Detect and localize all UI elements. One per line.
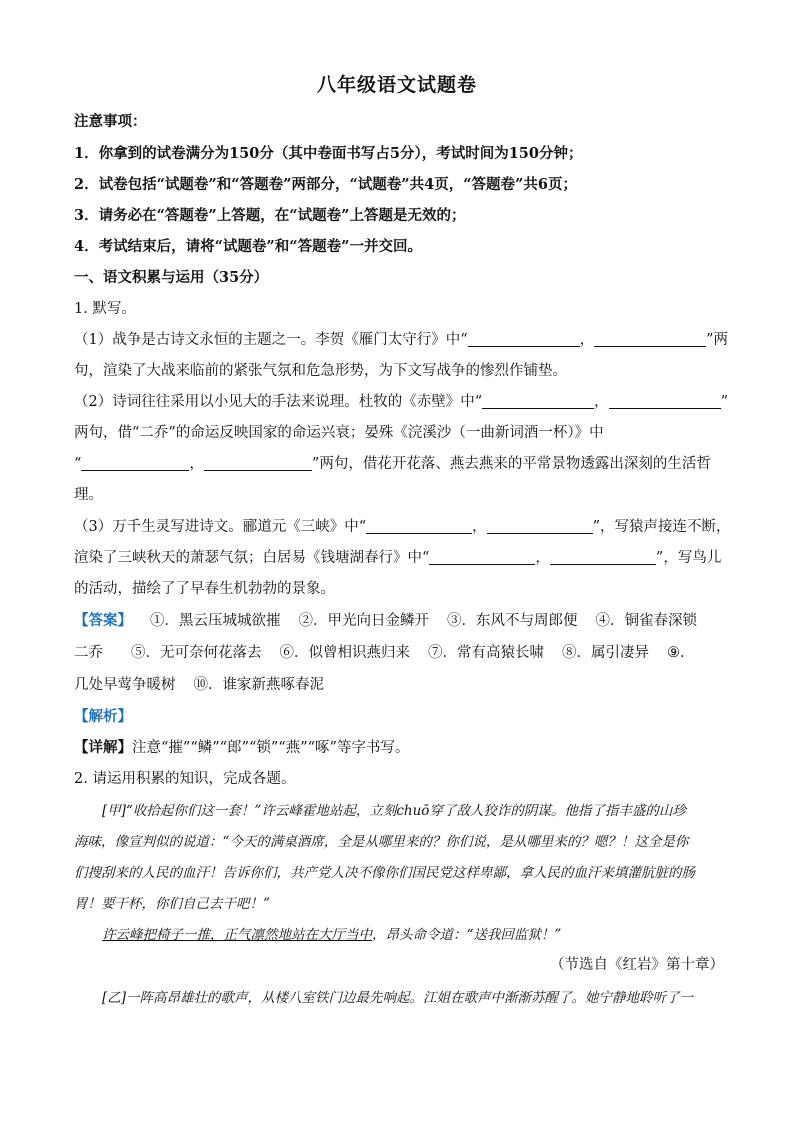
underlined-sentence: 许云峰把椅子一推，正气凛然地站在大厅当中: [102, 927, 372, 943]
q1-part2-line3: [74, 452, 724, 473]
q1-part3-line2: [74, 546, 724, 567]
q1-part1-line2: 句，渲染了大战来临前的紧张气氛和危急形势，为下文写战争的惨烈作铺垫。: [74, 363, 567, 379]
answer-item: ⑥．似曾相识燕归来: [279, 645, 410, 661]
text-span: ，: [472, 519, 487, 535]
answer-item: 几处早莺争暖树: [74, 677, 176, 693]
answer-item: ③．东风不与周郎便: [447, 613, 578, 629]
answer-blank[interactable]: [594, 332, 706, 348]
q1-part2-line2: 两句，借“二乔”的命运反映国家的命运兴衰；晏殊《浣溪沙（一曲新词酒一杯）》中: [74, 425, 604, 441]
q1-part2-line4: 理。: [74, 487, 103, 503]
answer-item: ①．黑云压城城欲摧: [150, 613, 281, 629]
answer-blank[interactable]: [482, 394, 594, 410]
passage-jia-line1: [甲]“收拾起你们这一套！”许云峰霍地站起，立刻chuō穿了敌人狡诈的阴谋。他指了指丰盛的山珍: [102, 803, 686, 819]
q1-part1-line1: [74, 328, 729, 349]
text-span: ”，写猿声接连不断，: [592, 519, 731, 535]
answer-blank[interactable]: [366, 519, 472, 535]
passage-jia-line2: 海味，像宣判似的说道：“今天的满桌酒席，全是从哪里来的？你们说，是从哪里来的？嗯？！这全是你: [74, 834, 689, 850]
text-span: ，: [535, 550, 550, 566]
text-span: ，: [579, 332, 595, 348]
page-title: 八年级语文试题卷: [316, 74, 477, 96]
text-span: ”两句，借花开花落、燕去燕来的平常景物透露出深刻的生活哲: [311, 456, 711, 472]
passage-source: （节选自《红岩》第十章）: [550, 957, 724, 973]
analysis-tag: [74, 705, 724, 726]
answer-blank[interactable]: [487, 519, 593, 535]
text-span: ”两: [706, 332, 729, 348]
answer-item: ⑤．无可奈何花落去: [131, 645, 262, 661]
answer-item: ⑩．谁家新燕啄春泥: [193, 677, 324, 693]
passage-jia-line5: [102, 923, 724, 943]
passage-yi-line1: [乙]一阵高昂雄壮的歌声，从楼八室铁门边最先响起。江姐在歌声中渐渐苏醒了。她宁静地聆听了一: [102, 990, 694, 1006]
answer-item: ④．铜雀春深锁: [595, 613, 697, 629]
notice-item-3: 3．请务必在“答题卷”上答题，在“试题卷”上答题是无效的；: [74, 207, 466, 224]
answer-row-3: [74, 673, 724, 694]
notice-item-4: 4．考试结束后，请将“试题卷”和“答题卷”一并交回。: [74, 238, 422, 255]
q2-stem: 2. 请运用积累的知识，完成各题。: [74, 771, 296, 787]
answer-item: ②．甲光向日金鳞开: [298, 613, 429, 629]
text-span: （1）战争是古诗文永恒的主题之一。李贺《雁门太守行》中“: [74, 332, 468, 348]
section-heading: 一、语文积累与运用（35分）: [74, 269, 269, 286]
answer-blank[interactable]: [609, 394, 721, 410]
q1-part3-line1: [74, 515, 731, 536]
answer-item: ⑨．: [667, 645, 695, 661]
answer-blank[interactable]: [81, 456, 189, 472]
text-span: （2）诗词往往采用以小见大的手法来说理。杜牧的《赤壁》中“: [74, 394, 483, 410]
text-span: ”: [720, 394, 729, 410]
answer-blank[interactable]: [429, 550, 535, 566]
text-span: （3）万千生灵写进诗文。郦道元《三峡》中“: [74, 519, 367, 535]
detail-label: 【详解】: [74, 739, 132, 756]
analysis-label: 【解析】: [74, 708, 132, 725]
detail-text: 注意“摧”“鳞”“郎”“锁”“燕”“啄”等字书写。: [132, 740, 410, 756]
analysis-detail: [74, 736, 724, 757]
notice-heading: 注意事项：: [74, 113, 147, 130]
text-span: “: [74, 456, 82, 472]
text-span: ，昂头命令道：“送我回监狱！”: [372, 927, 562, 943]
answer-blank[interactable]: [204, 456, 312, 472]
passage-jia-line4: 胃！要干杯，你们自己去干吧！”: [74, 896, 270, 912]
q1-stem: 1. 默写。: [74, 301, 136, 317]
answer-item: 二乔: [74, 645, 103, 661]
answer-blank[interactable]: [550, 550, 656, 566]
answer-row-1: [74, 609, 724, 630]
answer-item: ⑧．属引凄异: [562, 645, 649, 661]
answer-tag: 【答案】: [74, 612, 132, 629]
answer-row-2: [74, 641, 724, 662]
text-span: ，: [594, 394, 609, 410]
answer-blank[interactable]: [468, 332, 580, 348]
text-span: ，: [189, 456, 204, 472]
q1-part2-line1: [74, 390, 729, 411]
notice-item-2: 2．试卷包括“试题卷”和“答题卷”两部分，“试题卷”共4页，“答题卷”共6页；: [74, 176, 577, 193]
text-span: ”，写鸟儿: [655, 550, 722, 566]
q1-part3-line3: 的活动，描绘了了早春生机勃勃的景象。: [74, 581, 335, 597]
text-span: 渲染了三峡秋天的萧瑟气氛；白居易《钱塘湖春行》中“: [74, 550, 430, 566]
answer-item: ⑦．常有高猿长啸: [428, 645, 544, 661]
passage-jia-line3: 们搜刮来的人民的血汗！告诉你们，共产党人决不像你们国民党这样卑鄙，拿人民的血汗来填灌肮脏的肠: [74, 865, 695, 881]
notice-item-1: 1．你拿到的试卷满分为150分（其中卷面书写占5分），考试时间为150分钟；: [74, 145, 583, 162]
